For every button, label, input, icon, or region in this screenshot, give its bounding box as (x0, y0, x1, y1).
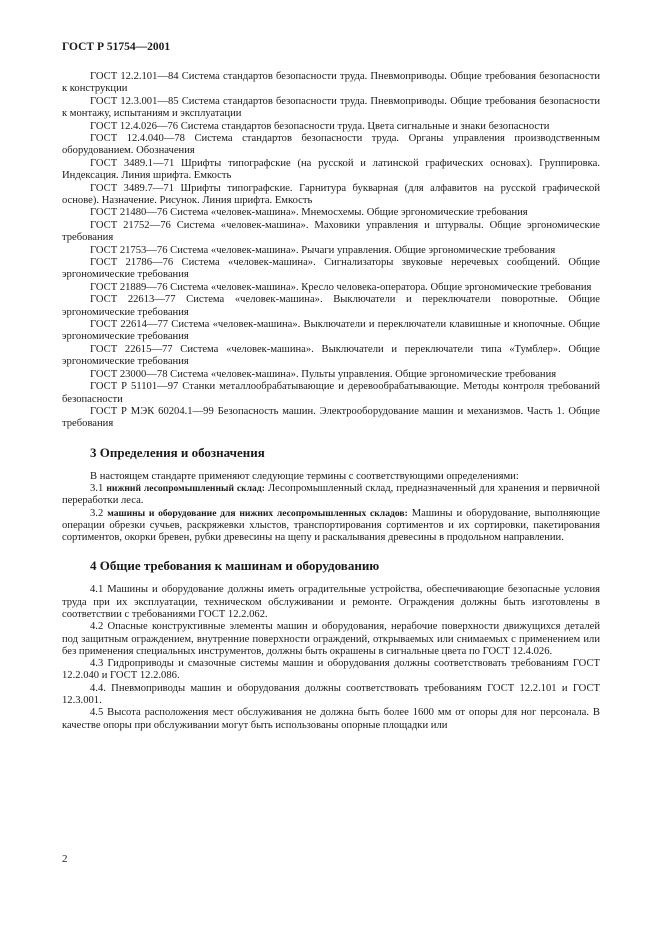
document-body (62, 71, 600, 732)
reference-item: ГОСТ Р 51101—97 Станки металлообрабатывающие и деревообрабатывающие. Методы контроля требований безопасности (62, 381, 600, 405)
section-4-heading: 4 Общие требования к машинам и оборудованию (90, 558, 380, 574)
reference-item: ГОСТ 12.4.040—78 Система стандартов безопасности труда. Органы управления производственным оборудованием. Обозначения (62, 133, 600, 157)
document-code-header: ГОСТ Р 51754—2001 (62, 41, 171, 53)
reference-item: ГОСТ 3489.7—71 Шрифты типографские. Гарнитура букварная (для алфавитов на русской графической основе). Назначение. Рисунок. Линия шрифта. Емкость (62, 182, 600, 206)
definition-number: 3.1 (90, 482, 104, 494)
reference-item: ГОСТ 21786—76 Система «человек-машина». Сигнализаторы звуковые неречевых сообщений. Общие эргономические требования (62, 257, 600, 281)
requirement-paragraph: 4.3 Гидроприводы и смазочные системы машин и оборудования должны соответствовать требованиям ГОСТ 12.2.040 и ГОСТ 12.2.086. (62, 658, 600, 682)
page-number: 2 (62, 853, 68, 865)
reference-item: ГОСТ 3489.1—71 Шрифты типографские (на русской и латинской графических основах). Группировка. Индексация. Линия шрифта. Емкость (62, 157, 600, 182)
requirement-paragraph: 4.2 Опасные конструктивные элементы машин и оборудования, нерабочие поверхности движущихся деталей под защитным ограждением, внутренние поверхности ограждений, открываемых или снимаемых с применением или без применения специальных инструментов, должны быть окрашены в сигнальные цвета по ГОСТ 12.4.026. (62, 621, 600, 657)
reference-item: ГОСТ 21752—76 Система «человек-машина». Маховики управления и штурвалы. Общие эргономические требования (62, 219, 600, 244)
reference-item: ГОСТ 22613—77 Система «человек-машина». Выключатели и переключатели поворотные. Общие эргономические требования (62, 294, 600, 318)
requirement-paragraph: 4.1 Машины и оборудование должны иметь оградительные устройства, обеспечивающие безопасные условия труда при их эксплуатации, техническом обслуживании и ремонте. Ограждения должны быть изготовлены в соответствии с требованиями ГОСТ 12.2.062. (62, 584, 600, 620)
definition-text: Машины и оборудование, выполняющие операции обрезки сучьев, раскряжевки хлыстов, транспортирования сортиментов и их сортировки, пакетирования сортиментов, окорки бревен, рубки древесины на щепу и раскалывания древесины в продольном направлении. (62, 507, 600, 544)
requirement-paragraph: 4.5 Высота расположения мест обслуживания не должна быть более 1600 мм от опоры для ног персонала. В качестве опоры при обслуживании могут быть использованы опорные площадки или (62, 707, 600, 731)
reference-item: ГОСТ 23000—78 Система «человек-машина». Пульты управления. Общие эргономические требования (90, 368, 557, 380)
definition-term: нижний лесопромышленный склад: (106, 482, 265, 494)
reference-item: ГОСТ 12.3.001—85 Система стандартов безопасности труда. Пневмоприводы. Общие требования безопасности к монтажу, испытаниям и эксплуатации (62, 95, 600, 120)
reference-item: ГОСТ 21480—76 Система «человек-машина». Мнемосхемы. Общие эргономические требования (90, 207, 528, 219)
section-3-heading: 3 Определения и обозначения (90, 444, 265, 460)
reference-item: ГОСТ 22614—77 Система «человек-машина». Выключатели и переключатели клавишные и кнопочные. Общие эргономические требования (62, 319, 600, 343)
definition-term: машины и оборудование для нижних лесопромышленных складов: (107, 507, 408, 519)
definition-number: 3.2 (90, 507, 104, 519)
section-3-intro: В настоящем стандарте применяют следующие термины с соответствующими определениями: (90, 470, 519, 482)
reference-item: ГОСТ 12.4.026—76 Система стандартов безопасности труда. Цвета сигнальные и знаки безопасности (90, 120, 550, 132)
requirement-paragraph: 4.4. Пневмоприводы машин и оборудования должны соответствовать требованиям ГОСТ 12.2.101 и ГОСТ 12.3.001. (62, 682, 600, 707)
reference-item: ГОСТ 22615—77 Система «человек-машина». Выключатели и переключатели типа «Тумблер». Общие эргономические требования (62, 343, 600, 368)
definition-text: Лесопромышленный склад, предназначенный для хранения и первичной переработки леса. (62, 482, 600, 507)
reference-item: ГОСТ 21753—76 Система «человек-машина». Рычаги управления. Общие эргономические требования (90, 244, 556, 256)
reference-item: ГОСТ 21889—76 Система «человек-машина». Кресло человека-оператора. Общие эргономические требования (90, 281, 592, 293)
reference-item: ГОСТ Р МЭК 60204.1—99 Безопасность машин. Электрооборудование машин и механизмов. Часть 1. Общие требования (62, 406, 600, 430)
definition-3-2 (62, 508, 600, 545)
definition-3-1 (62, 483, 600, 508)
reference-item: ГОСТ 12.2.101—84 Система стандартов безопасности труда. Пневмоприводы. Общие требования безопасности к конструкции (62, 71, 600, 95)
